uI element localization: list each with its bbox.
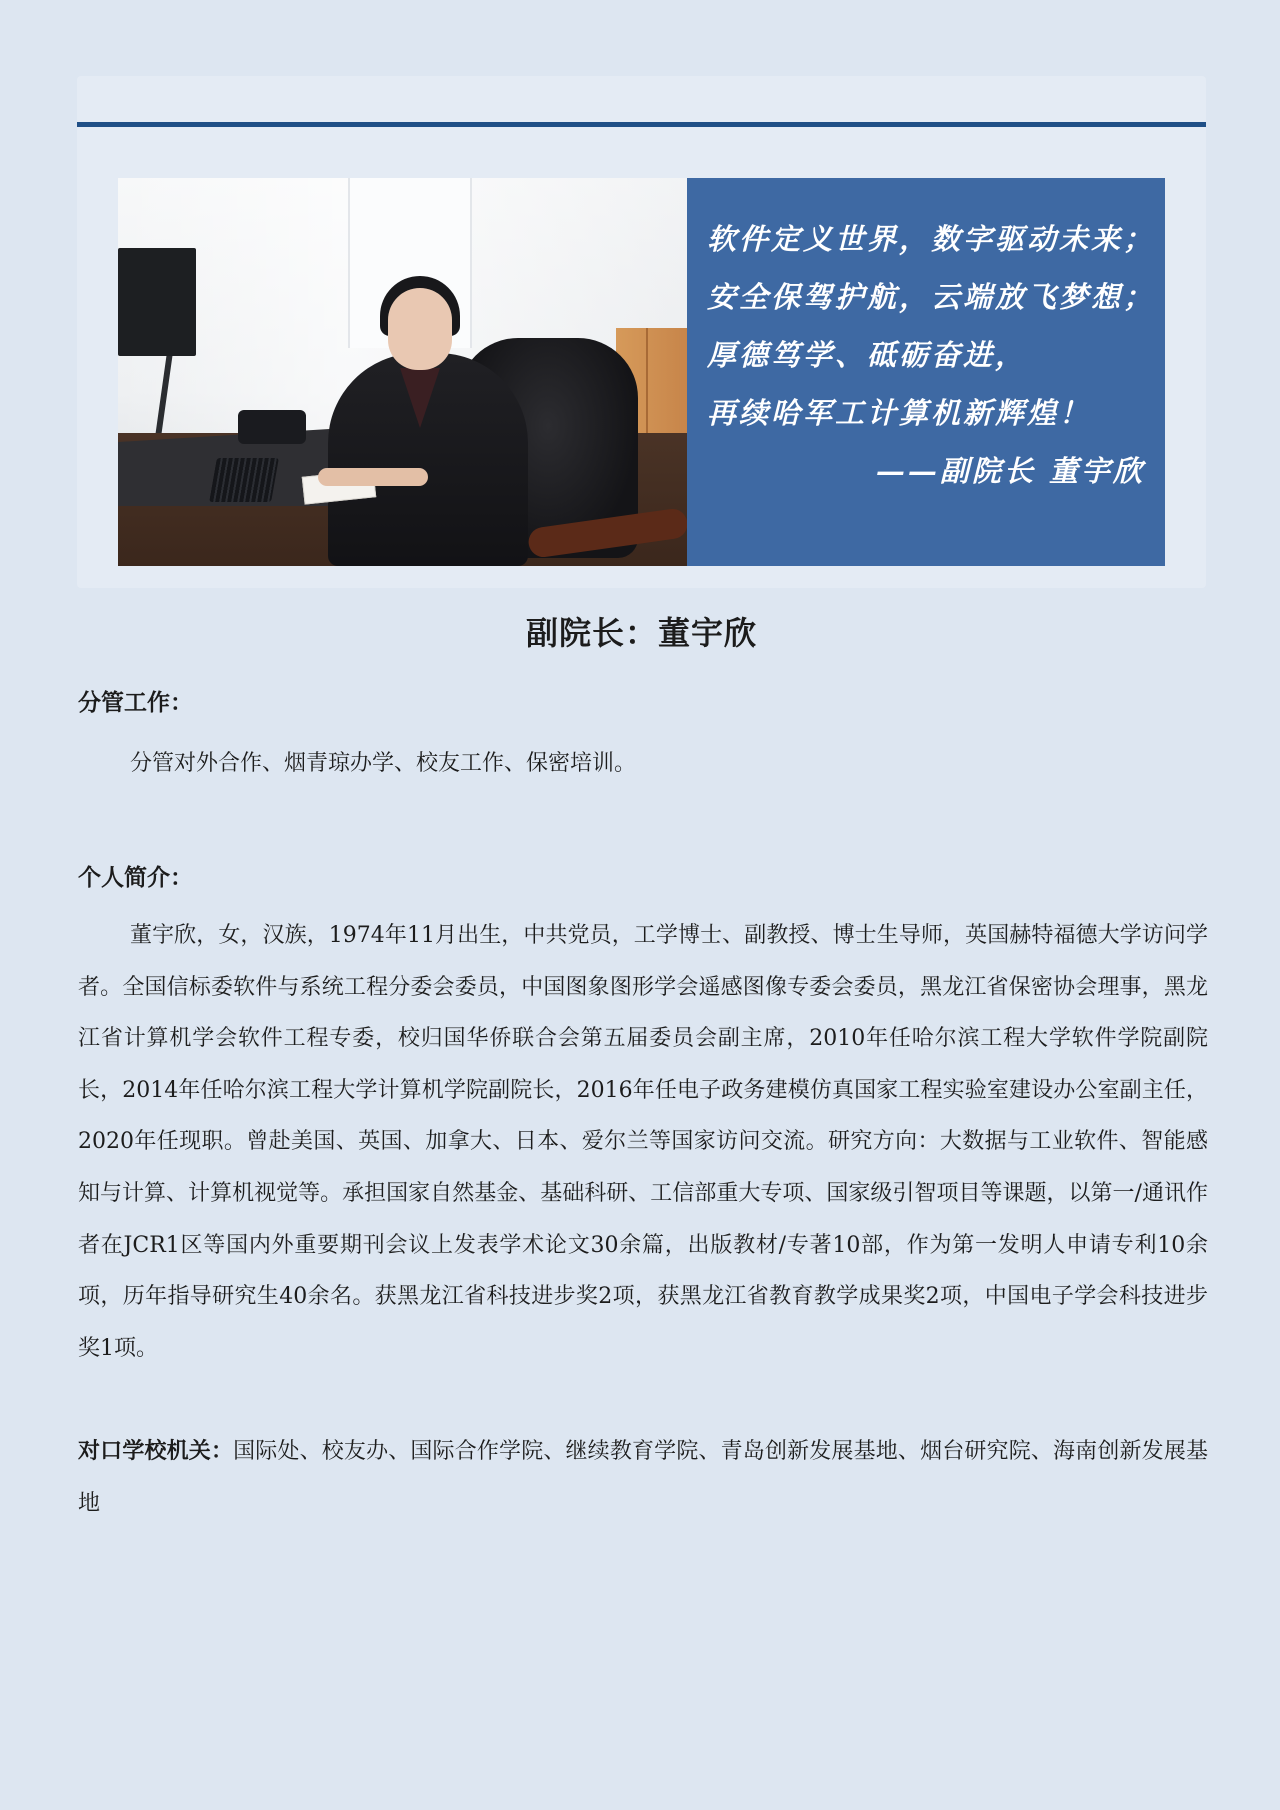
quote-panel: [687, 178, 1165, 566]
quote-line: 安全保驾护航，云端放飞梦想；: [707, 280, 1156, 314]
photo-monitor: [118, 248, 196, 356]
quote-signature: ——副院长 董宇欣: [875, 454, 1145, 488]
duties-text: 分管对外合作、烟青琼办学、校友工作、保密培训。: [130, 751, 637, 776]
duties-label: 分管工作：: [78, 689, 193, 716]
photo-hands: [318, 468, 428, 486]
photo-telephone: [238, 410, 306, 444]
bio-text: 董宇欣，女，汉族，1974年11月出生，中共党员，工学博士、副教授、博士生导师，英国赫特福德大学访问学者。全国信标委软件与系统工程分委会委员，中国图象图形学会遥感图像专委会委员，黑龙江省保密协会理事，黑龙江省计算机学会软件工程专委，校归国华侨联合会第五届委员会副主席，2010年任哈尔滨工程大学软件学院副院长，2014年任哈尔滨工程大学计算机学院副院长，2016年任电子政务建模仿真国家工程实验室建设办公室副主任，2020年任现职。曾赴美国、英国、加拿大、日本、爱尔兰等国家访问交流。研究方向：大数据与工业软件、智能感知与计算、计算机视觉等。承担国家自然基金、基础科研、工信部重大专项、国家级引智项目等课题，以第一/通讯作者在JCR1区等国内外重要期刊会议上发表学术论文30余篇，出版教材/专著10部，作为第一发明人申请专利10余项，历年指导研究生40余名。获黑龙江省科技进步奖2项，获黑龙江省教育教学成果奖2项，中国电子学会科技进步奖1项。: [78, 923, 1208, 1361]
contacts-text: 国际处、校友办、国际合作学院、继续教育学院、青岛创新发展基地、烟台研究院、海南创新发展基地: [78, 1439, 1208, 1516]
bio-label: 个人简介：: [78, 864, 193, 891]
contacts-paragraph: [78, 1426, 1208, 1529]
quote-line: 软件定义世界，数字驱动未来；: [707, 222, 1156, 256]
header-divider: [77, 122, 1206, 127]
quote-line: 厚德笃学、砥砺奋进，: [707, 338, 1028, 372]
photo-person-head: [388, 288, 452, 370]
contacts-label: 对口学校机关：: [78, 1438, 234, 1464]
portrait-photo: [118, 178, 687, 566]
quote-line: 再续哈军工计算机新辉煌！: [707, 396, 1092, 430]
banner: [118, 178, 1165, 566]
photo-keyboard: [209, 458, 279, 502]
page-title: 副院长：董宇欣: [525, 614, 757, 652]
